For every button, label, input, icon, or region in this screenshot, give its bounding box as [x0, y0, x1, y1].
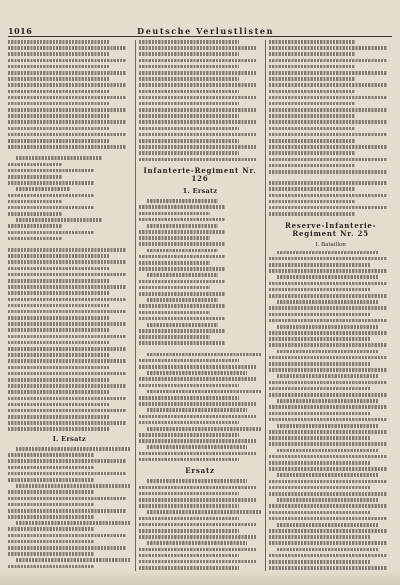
- text-line: [8, 133, 126, 137]
- text-line: [277, 275, 378, 279]
- text-line: [139, 341, 225, 345]
- text-line: [269, 492, 387, 496]
- text-line: [8, 328, 109, 332]
- text-line: [139, 77, 240, 81]
- text-line: [139, 96, 257, 100]
- text-line: [8, 71, 126, 75]
- text-line: [8, 298, 126, 302]
- text-columns: [8, 40, 392, 571]
- text-line: [277, 473, 378, 477]
- page-number: 1016: [8, 26, 33, 36]
- text-line: [269, 282, 387, 286]
- text-line: [16, 558, 131, 562]
- text-line: [139, 560, 257, 564]
- text-line: [269, 90, 355, 94]
- text-line: [277, 251, 378, 255]
- text-line: [269, 77, 355, 81]
- text-line: [8, 260, 126, 264]
- text-line: [139, 504, 240, 508]
- text-line: [147, 298, 218, 302]
- text-line: [147, 390, 262, 394]
- text-line: [269, 294, 387, 298]
- text-line: [139, 83, 257, 87]
- text-line: [269, 194, 387, 198]
- text-line: [269, 120, 387, 124]
- text-line: [147, 479, 248, 483]
- text-line: [269, 381, 387, 385]
- running-title: Deutsche Verlustlisten: [137, 26, 274, 36]
- text-line: [277, 424, 378, 428]
- text-line: [269, 139, 355, 143]
- text-line: [8, 366, 109, 370]
- text-line: [269, 65, 355, 69]
- text-line: [8, 285, 126, 289]
- text-line: [8, 52, 109, 56]
- text-line: [8, 415, 109, 419]
- text-line: [139, 566, 240, 570]
- text-line: [16, 156, 102, 160]
- text-line: [139, 212, 210, 216]
- text-line: [139, 554, 240, 558]
- text-line: [277, 523, 378, 527]
- text-line: [269, 181, 387, 185]
- text-line: [139, 120, 257, 124]
- text-line: [139, 335, 210, 339]
- text-line: [8, 108, 126, 112]
- text-line: [269, 486, 370, 490]
- text-line: [8, 163, 62, 167]
- text-line: [139, 261, 210, 265]
- text-line: [8, 254, 109, 258]
- text-line: [8, 546, 126, 550]
- text-line: [147, 445, 248, 449]
- text-line: [269, 127, 355, 131]
- text-line: [139, 329, 225, 333]
- text-line: [8, 200, 62, 204]
- page-bottom-edge: [0, 571, 400, 585]
- text-line: [139, 52, 240, 56]
- text-line: [139, 205, 225, 209]
- text-line: [269, 257, 387, 261]
- text-line: [277, 374, 378, 378]
- text-line: [8, 279, 109, 283]
- text-line: [139, 133, 257, 137]
- text-line: [269, 158, 387, 162]
- text-line: [147, 510, 262, 514]
- text-line: [269, 108, 387, 112]
- text-line: [8, 552, 94, 556]
- text-line: [269, 535, 370, 539]
- text-line: [8, 372, 126, 376]
- text-line: [269, 133, 387, 137]
- text-line: [8, 359, 126, 363]
- text-line: [8, 353, 109, 357]
- text-line: [8, 83, 126, 87]
- column-1: [8, 40, 131, 571]
- text-line: [139, 230, 225, 234]
- text-line: [8, 540, 94, 544]
- text-line: [139, 255, 225, 259]
- text-line: [139, 145, 257, 149]
- text-line: [139, 236, 210, 240]
- text-line: [139, 218, 225, 222]
- text-line: [147, 371, 248, 375]
- text-line: [139, 40, 240, 44]
- text-line: [269, 170, 387, 174]
- text-line: [269, 59, 387, 63]
- text-line: [16, 521, 131, 525]
- text-line: [269, 418, 387, 422]
- text-line: [139, 65, 240, 69]
- text-line: [8, 304, 109, 308]
- text-line: [139, 452, 257, 456]
- text-line: [8, 390, 109, 394]
- section-heading: I. Ersatz: [52, 435, 86, 444]
- text-line: [16, 218, 102, 222]
- text-line: [277, 350, 378, 354]
- text-line: [8, 515, 94, 519]
- text-line: [139, 359, 240, 363]
- text-line: [277, 498, 378, 502]
- text-line: [139, 433, 240, 437]
- text-line: [16, 187, 70, 191]
- text-line: [139, 421, 240, 425]
- text-line: [147, 427, 262, 431]
- text-line: [8, 397, 126, 401]
- text-line: [269, 151, 355, 155]
- text-line: [147, 199, 218, 203]
- text-line: [8, 40, 109, 44]
- text-line: [269, 480, 387, 484]
- text-line: [139, 384, 240, 388]
- text-line: [8, 478, 94, 482]
- text-line: [8, 77, 109, 81]
- text-line: [8, 427, 109, 431]
- text-line: [269, 114, 355, 118]
- text-line: [269, 541, 387, 545]
- text-line: [139, 365, 257, 369]
- text-line: [269, 306, 387, 310]
- text-line: [139, 396, 240, 400]
- text-line: [139, 498, 257, 502]
- text-line: [139, 517, 240, 521]
- text-line: [269, 288, 370, 292]
- text-line: [8, 322, 126, 326]
- text-line: [8, 224, 62, 228]
- text-line: [8, 120, 126, 124]
- text-line: [139, 415, 257, 419]
- text-line: [269, 313, 370, 317]
- text-line: [269, 442, 387, 446]
- text-line: [8, 453, 94, 457]
- text-line: [8, 248, 126, 252]
- text-line: [8, 565, 94, 569]
- text-line: [8, 273, 126, 277]
- text-line: [8, 310, 126, 314]
- text-line: [8, 96, 126, 100]
- text-line: [139, 523, 257, 527]
- text-line: [139, 267, 225, 271]
- text-line: [139, 548, 257, 552]
- text-line: [139, 286, 210, 290]
- text-line: [147, 249, 218, 253]
- text-line: [8, 59, 126, 63]
- text-line: [8, 267, 109, 271]
- text-line: [8, 194, 94, 198]
- text-line: [269, 362, 370, 366]
- column-2: [135, 40, 262, 571]
- text-line: [269, 566, 387, 570]
- text-line: [139, 311, 210, 315]
- section-heading: Ersatz: [185, 466, 215, 476]
- text-line: [269, 461, 370, 465]
- text-line: [8, 466, 94, 470]
- text-line: [8, 169, 94, 173]
- text-line: [269, 368, 387, 372]
- text-line: [139, 242, 225, 246]
- text-line: [139, 535, 257, 539]
- text-line: [8, 90, 109, 94]
- text-line: [139, 280, 225, 284]
- text-line: [139, 439, 257, 443]
- text-line: [277, 300, 378, 304]
- text-line: [269, 46, 387, 50]
- column-3: [265, 40, 392, 571]
- text-line: [8, 46, 126, 50]
- text-line: [8, 384, 126, 388]
- text-line: [147, 353, 262, 357]
- text-line: [269, 356, 387, 360]
- text-line: [139, 108, 257, 112]
- text-line: [269, 504, 387, 508]
- text-line: [8, 291, 109, 295]
- text-line: [269, 331, 387, 335]
- text-line: [269, 269, 387, 273]
- text-line: [8, 490, 94, 494]
- text-line: [147, 323, 218, 327]
- text-line: [269, 212, 355, 216]
- text-line: [8, 459, 126, 463]
- text-line: [139, 304, 225, 308]
- text-line: [269, 529, 387, 533]
- text-line: [139, 486, 257, 490]
- text-line: [139, 102, 240, 106]
- text-line: [269, 187, 355, 191]
- text-line: [277, 548, 378, 552]
- text-line: [139, 127, 240, 131]
- text-line: [269, 455, 387, 459]
- text-line: [139, 90, 240, 94]
- text-line: [16, 484, 131, 488]
- text-line: [139, 317, 225, 321]
- section-heading: 1. Ersatz: [182, 187, 218, 196]
- text-line: [8, 347, 126, 351]
- text-line: [8, 212, 62, 216]
- text-line: [139, 529, 240, 533]
- text-line: [139, 139, 240, 143]
- text-line: [269, 337, 370, 341]
- text-line: [269, 560, 370, 564]
- text-line: [147, 273, 218, 277]
- text-line: [8, 175, 62, 179]
- text-line: [269, 145, 387, 149]
- text-line: [8, 231, 94, 235]
- text-line: [269, 412, 370, 416]
- text-line: [147, 224, 218, 228]
- text-line: [269, 554, 387, 558]
- text-line: [269, 430, 387, 434]
- text-line: [8, 472, 126, 476]
- text-line: [8, 403, 109, 407]
- text-line: [269, 405, 387, 409]
- text-line: [139, 458, 240, 462]
- text-line: [269, 263, 370, 267]
- text-line: [8, 114, 109, 118]
- text-line: [16, 447, 131, 451]
- text-line: [8, 206, 94, 210]
- page-header: [8, 20, 392, 37]
- text-line: [269, 200, 355, 204]
- text-line: [139, 492, 240, 496]
- text-line: [269, 40, 355, 44]
- text-line: [269, 164, 355, 168]
- text-line: [8, 145, 126, 149]
- text-line: [269, 71, 387, 75]
- text-line: [8, 335, 126, 339]
- text-line: [8, 139, 109, 143]
- text-line: [8, 497, 126, 501]
- text-line: [139, 151, 240, 155]
- text-line: [8, 509, 126, 513]
- text-line: [139, 71, 257, 75]
- text-line: [8, 409, 126, 413]
- text-line: [139, 402, 257, 406]
- text-line: [269, 96, 387, 100]
- text-line: [139, 377, 257, 381]
- text-line: [269, 511, 370, 515]
- text-line: [139, 158, 257, 162]
- text-line: [8, 421, 126, 425]
- text-line: [269, 517, 387, 521]
- text-line: [8, 534, 126, 538]
- text-line: [277, 325, 378, 329]
- text-line: [269, 319, 387, 323]
- section-heading: Infanterie-Regiment Nr. 126: [143, 166, 257, 184]
- text-line: [269, 52, 355, 56]
- text-line: [139, 114, 240, 118]
- text-line: [269, 102, 355, 106]
- text-line: [147, 541, 248, 545]
- text-line: [8, 527, 94, 531]
- text-line: [8, 127, 109, 131]
- text-line: [8, 237, 62, 241]
- text-line: [8, 503, 94, 507]
- text-line: [8, 181, 94, 185]
- text-line: [269, 393, 387, 397]
- text-line: [139, 292, 225, 296]
- text-line: [147, 408, 248, 412]
- text-line: [277, 399, 378, 403]
- text-line: [8, 102, 109, 106]
- section-heading: I. Bataillon: [315, 241, 346, 248]
- text-line: [8, 341, 109, 345]
- section-heading: Reserve-Infanterie-Regiment Nr. 25: [284, 220, 377, 238]
- text-line: [8, 316, 109, 320]
- text-line: [139, 59, 257, 63]
- text-line: [269, 387, 370, 391]
- text-line: [277, 449, 378, 453]
- text-line: [269, 436, 370, 440]
- text-line: [139, 46, 257, 50]
- text-line: [8, 65, 109, 69]
- text-line: [269, 83, 387, 87]
- text-line: [8, 378, 109, 382]
- text-line: [269, 343, 387, 347]
- text-line: [269, 206, 387, 210]
- text-line: [269, 467, 387, 471]
